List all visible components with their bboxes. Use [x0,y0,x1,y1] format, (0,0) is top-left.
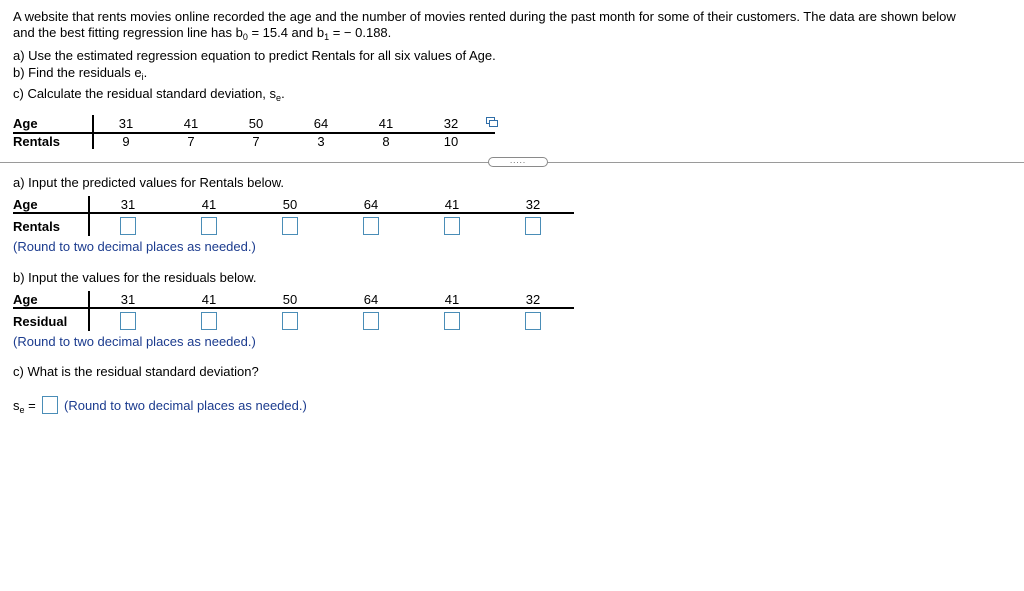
section-b-age-cell: 41 [201,292,217,307]
residual-input-3[interactable] [282,312,298,330]
data-age-cell: 32 [443,116,459,131]
data-rentals-cell: 9 [122,134,130,149]
section-a-rounding-note: (Round to two decimal places as needed.) [13,239,256,254]
se-equals: = [24,398,36,413]
part-c-period: . [281,86,285,101]
data-age-cell: 41 [378,116,394,131]
section-a-age-cell: 50 [282,197,298,212]
section-b-age-cell: 41 [444,292,460,307]
section-b-age-cell: 32 [525,292,541,307]
section-b-age-cell: 31 [120,292,136,307]
part-c-instruction [13,86,285,102]
data-age-cell: 64 [313,116,329,131]
data-rentals-cell: 7 [187,134,195,149]
se-input[interactable] [42,396,58,414]
data-rentals-cell: 3 [317,134,325,149]
intro-line-2-pre: and the best fitting regression line has b [13,25,243,40]
section-a-rentals-label: Rentals [13,219,60,234]
section-b-vertical-rule [88,291,90,331]
section-b-prompt: b) Input the values for the residuals below. [13,270,257,285]
section-a-age-cell: 32 [525,197,541,212]
section-c-prompt: c) What is the residual standard deviation? [13,364,259,379]
section-b-age-cell: 64 [363,292,379,307]
data-age-cell: 31 [118,116,134,131]
section-c-rounding-note: (Round to two decimal places as needed.) [64,398,307,413]
section-b-rounding-note: (Round to two decimal places as needed.) [13,334,256,349]
part-b-period: . [143,65,148,80]
residual-input-1[interactable] [120,312,136,330]
intro-line-2-post: = − 0.188. [329,25,392,40]
predicted-rentals-input-1[interactable] [120,217,136,235]
intro-line-2 [13,25,391,41]
data-table-rentals-label: Rentals [13,134,60,149]
part-c-subscript: e [276,93,282,103]
section-a-age-cell: 64 [363,197,379,212]
part-b-subscript: i [141,72,144,82]
section-b-age-cell: 50 [282,292,298,307]
se-subscript: e [19,405,25,415]
data-rentals-cell: 8 [382,134,390,149]
section-a-age-cell: 41 [444,197,460,212]
part-c-text: c) Calculate the residual standard deviation, s [13,86,277,101]
se-symbol: s [13,398,20,413]
section-a-age-cell: 41 [201,197,217,212]
predicted-rentals-input-4[interactable] [363,217,379,235]
data-age-cell: 41 [183,116,199,131]
section-a-age-cell: 31 [120,197,136,212]
residual-input-5[interactable] [444,312,460,330]
section-a-vertical-rule [88,196,90,236]
predicted-rentals-input-2[interactable] [201,217,217,235]
data-age-cell: 50 [248,116,264,131]
se-label [13,398,36,414]
copy-data-icon[interactable] [486,117,498,127]
residual-input-4[interactable] [363,312,379,330]
residual-input-6[interactable] [525,312,541,330]
expand-button[interactable]: ..... [488,157,548,167]
predicted-rentals-input-3[interactable] [282,217,298,235]
b1-subscript: 1 [324,32,330,42]
intro-line-2-mid: = 15.4 and b [247,25,325,40]
section-b-residual-label: Residual [13,314,68,329]
data-table-age-label: Age [13,116,38,131]
intro-line-1: A website that rents movies online recorded the age and the number of movies rented during the past month for some of their customers. The data are shown below [13,9,956,24]
predicted-rentals-input-6[interactable] [525,217,541,235]
b0-subscript: 0 [242,32,248,42]
predicted-rentals-input-5[interactable] [444,217,460,235]
section-b-age-label: Age [13,292,38,307]
data-rentals-cell: 10 [443,134,459,149]
residual-input-2[interactable] [201,312,217,330]
section-a-age-label: Age [13,197,38,212]
part-b-instruction [13,65,147,81]
section-a-prompt: a) Input the predicted values for Rentals below. [13,175,284,190]
part-b-text: b) Find the residuals e [13,65,142,80]
data-rentals-cell: 7 [252,134,260,149]
part-a-instruction: a) Use the estimated regression equation to predict Rentals for all six values of Age. [13,48,496,63]
